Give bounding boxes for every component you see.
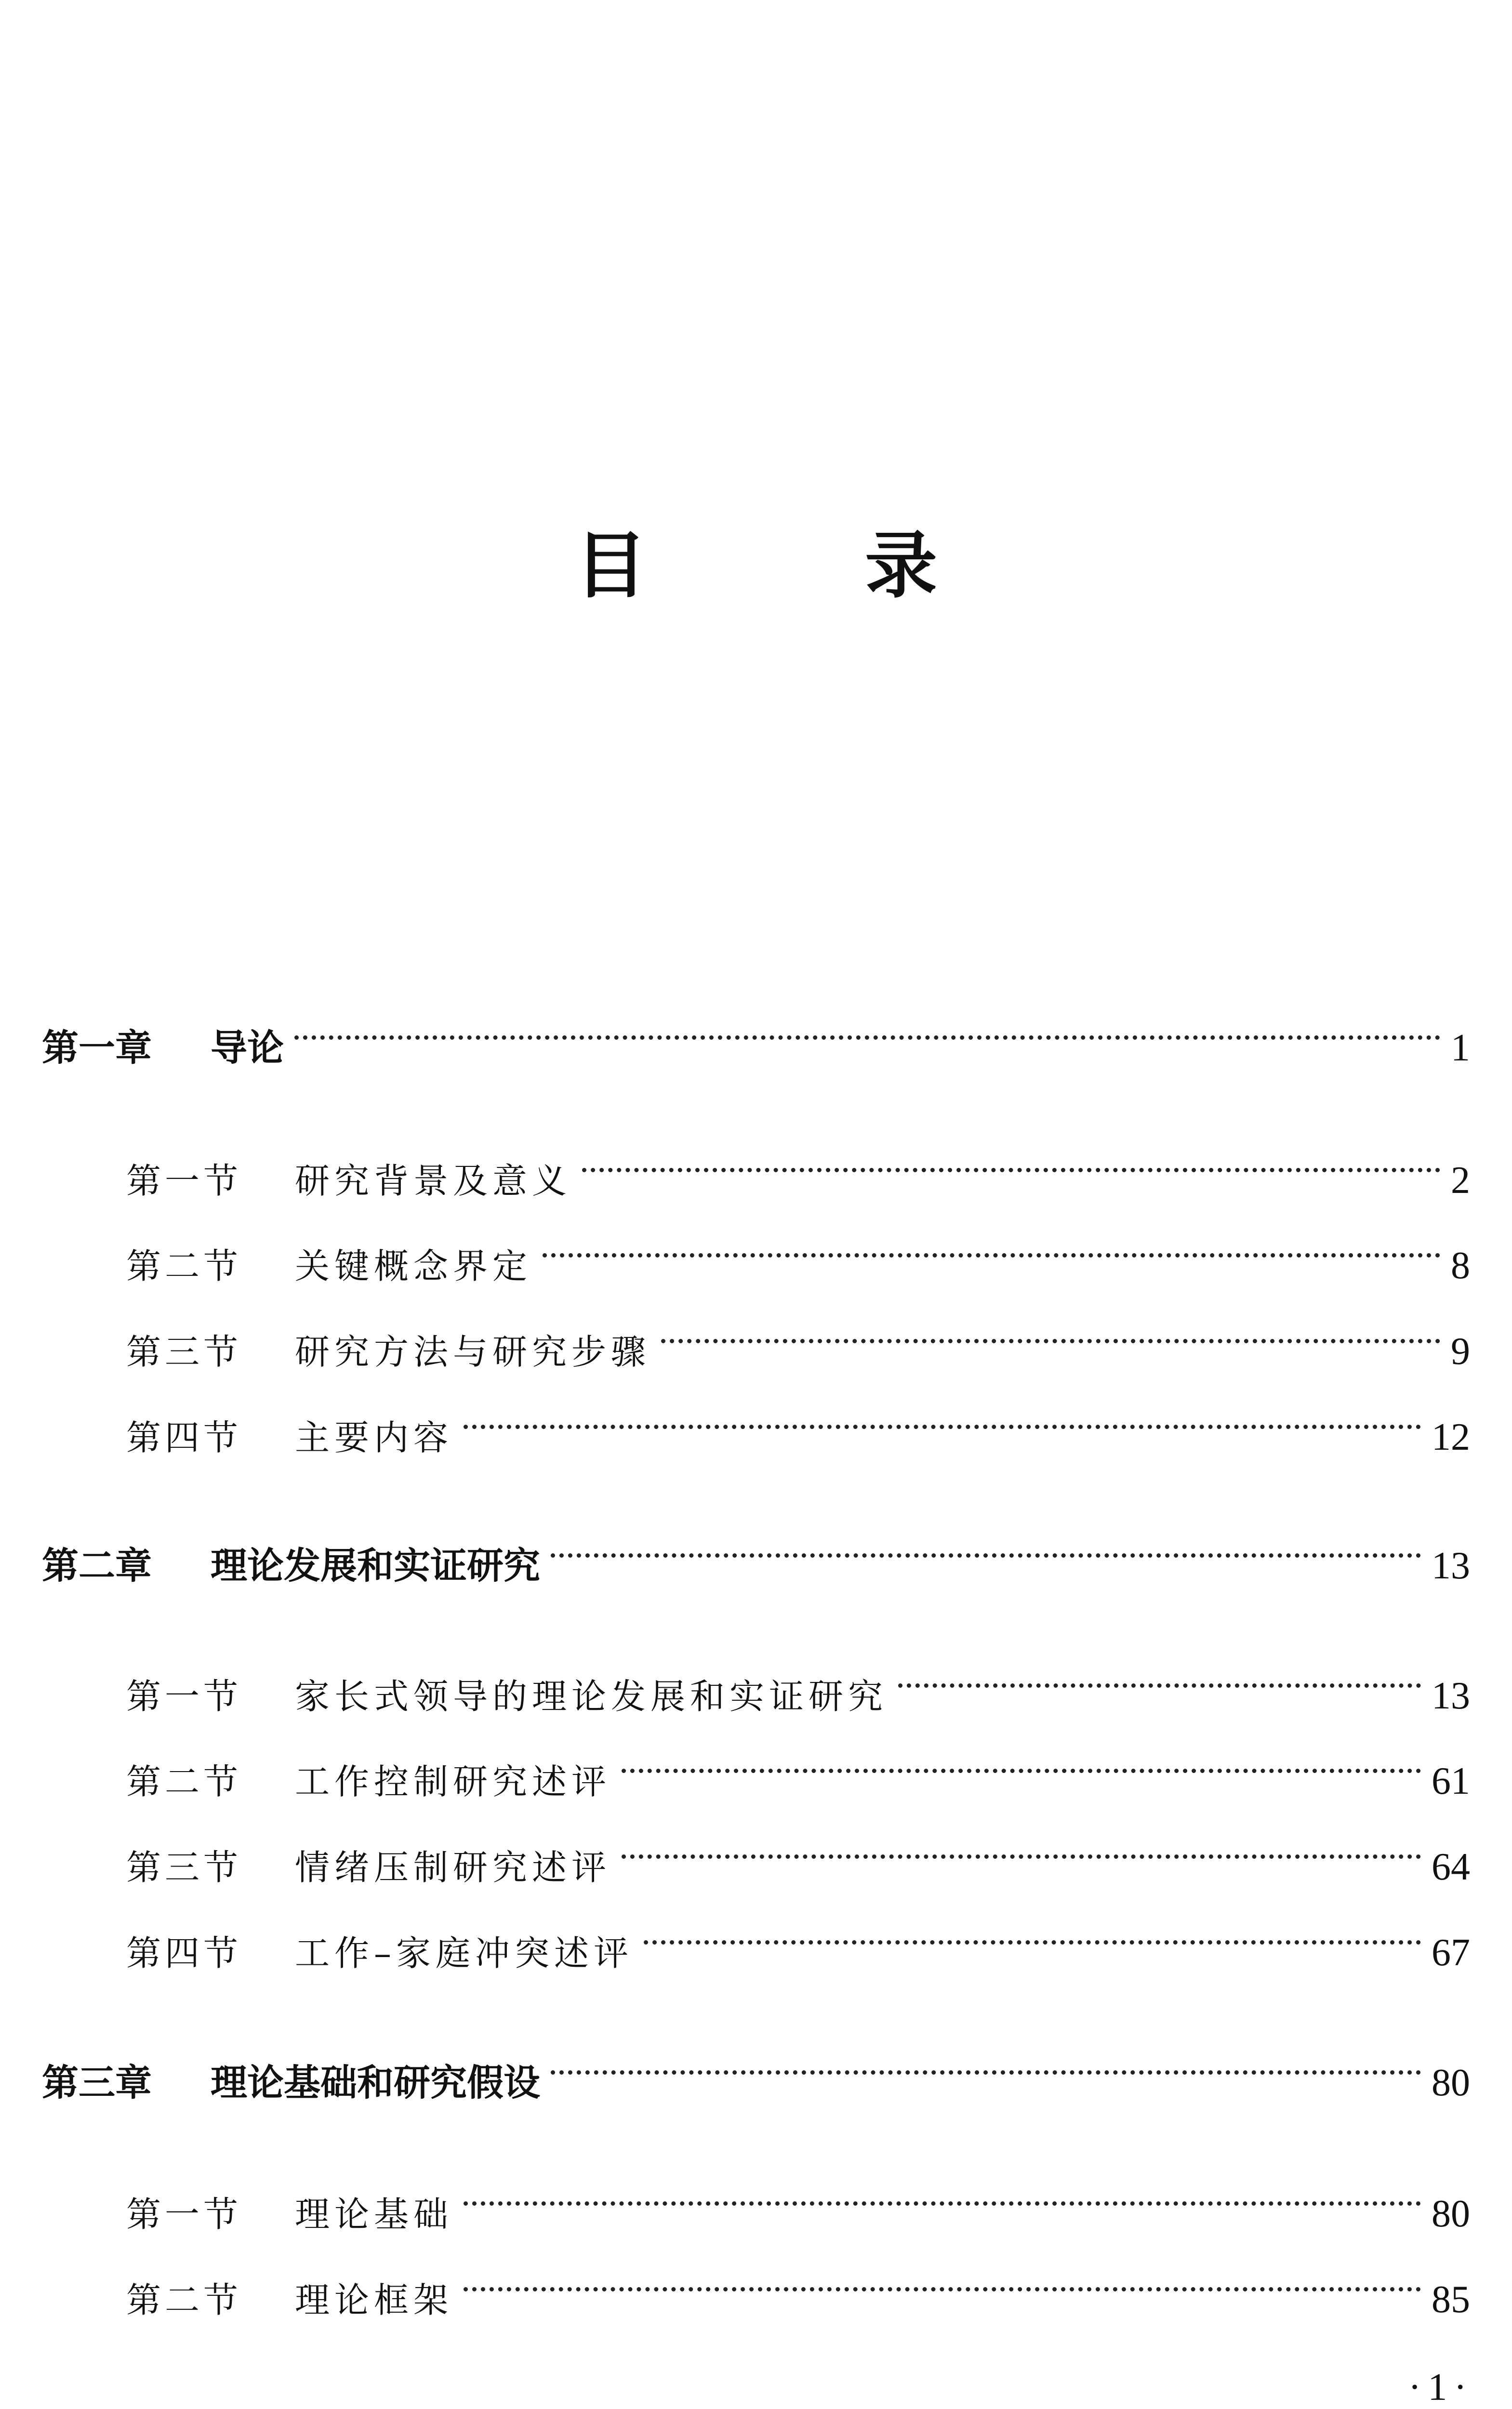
toc-section-label: 第三节 xyxy=(126,1847,242,1888)
toc-page-number: 64 xyxy=(1432,1846,1470,1888)
dot-leader xyxy=(543,1253,1440,1257)
toc-section-1-2[interactable] xyxy=(126,1239,1470,1292)
dot-leader xyxy=(622,1769,1421,1773)
toc-section-2-4[interactable] xyxy=(126,1926,1470,1979)
toc-page-number: 12 xyxy=(1432,1416,1470,1458)
toc-page-number: 8 xyxy=(1451,1244,1470,1287)
dot-leader xyxy=(622,1854,1421,1859)
toc-page-number: 85 xyxy=(1432,2278,1470,2321)
toc-section-label: 第一节 xyxy=(126,1161,242,1201)
dot-leader xyxy=(551,2070,1421,2075)
toc-section-label: 第二节 xyxy=(126,1246,242,1286)
dot-leader xyxy=(464,1425,1421,1429)
toc-section-title: 情绪压制研究述评 xyxy=(295,1847,611,1888)
toc-section-title: 工作控制研究述评 xyxy=(295,1761,611,1802)
toc-chapter-label: 第一章 xyxy=(42,1026,152,1069)
toc-page-number: 13 xyxy=(1432,1675,1470,1717)
toc-section-title: 研究背景及意义 xyxy=(295,1161,572,1201)
dot-leader xyxy=(898,1683,1421,1688)
toc-chapter-label: 第二章 xyxy=(42,1544,152,1587)
dot-leader xyxy=(294,1035,1440,1040)
toc-page-number: 80 xyxy=(1432,2062,1470,2104)
toc-chapter-title: 导论 xyxy=(211,1026,284,1069)
toc-section-2-1[interactable] xyxy=(126,1669,1470,1722)
toc-page-number: 80 xyxy=(1432,2193,1470,2235)
toc-section-2-2[interactable] xyxy=(126,1755,1470,1808)
toc-chapter-label: 第三章 xyxy=(42,2061,152,2104)
toc-section-title: 理论框架 xyxy=(295,2280,453,2320)
dot-leader xyxy=(464,2287,1421,2291)
toc-page-number: 67 xyxy=(1432,1932,1470,1974)
toc-chapter-1[interactable] xyxy=(42,1021,1470,1074)
toc-section-label: 第二节 xyxy=(126,2280,242,2320)
toc-page-number: 9 xyxy=(1451,1330,1470,1373)
toc-section-label: 第一节 xyxy=(126,2194,242,2235)
toc-section-label: 第二节 xyxy=(126,1761,242,1802)
toc-section-2-3[interactable] xyxy=(126,1840,1470,1893)
dot-leader xyxy=(582,1168,1440,1172)
toc-section-label: 第四节 xyxy=(126,1933,242,1973)
page-title: 目 录 xyxy=(574,524,1034,608)
toc-section-label: 第三节 xyxy=(126,1332,242,1372)
toc-chapter-2[interactable] xyxy=(42,1539,1470,1592)
toc-section-3-2[interactable] xyxy=(126,2273,1470,2326)
toc-page-number: 1 xyxy=(1451,1027,1470,1069)
toc-page-number: 61 xyxy=(1432,1760,1470,1802)
toc-section-title: 工作–家庭冲突述评 xyxy=(295,1933,634,1973)
page-number-footer: ·1· xyxy=(1408,2366,1473,2409)
dot-leader xyxy=(644,1940,1421,1945)
dot-leader xyxy=(551,1553,1421,1558)
toc-section-1-4[interactable] xyxy=(126,1411,1470,1464)
toc-section-title: 家长式领导的理论发展和实证研究 xyxy=(295,1676,888,1717)
toc-section-title: 理论基础 xyxy=(295,2194,453,2235)
toc-section-title: 关键概念界定 xyxy=(295,1246,532,1286)
dot-leader xyxy=(464,2201,1421,2206)
toc-chapter-title: 理论基础和研究假设 xyxy=(211,2061,540,2104)
dot-leader xyxy=(661,1339,1440,1343)
toc-section-label: 第一节 xyxy=(126,1676,242,1717)
toc-section-label: 第四节 xyxy=(126,1417,242,1458)
toc-section-title: 主要内容 xyxy=(295,1417,453,1458)
toc-section-1-1[interactable] xyxy=(126,1154,1470,1207)
toc-section-1-3[interactable] xyxy=(126,1325,1470,1378)
toc-section-3-1[interactable] xyxy=(126,2187,1470,2240)
toc-section-title: 研究方法与研究步骤 xyxy=(295,1332,651,1372)
toc-page-number: 2 xyxy=(1451,1159,1470,1202)
toc-chapter-3[interactable] xyxy=(42,2056,1470,2109)
toc-chapter-title: 理论发展和实证研究 xyxy=(211,1544,540,1587)
toc-page-number: 13 xyxy=(1432,1545,1470,1587)
